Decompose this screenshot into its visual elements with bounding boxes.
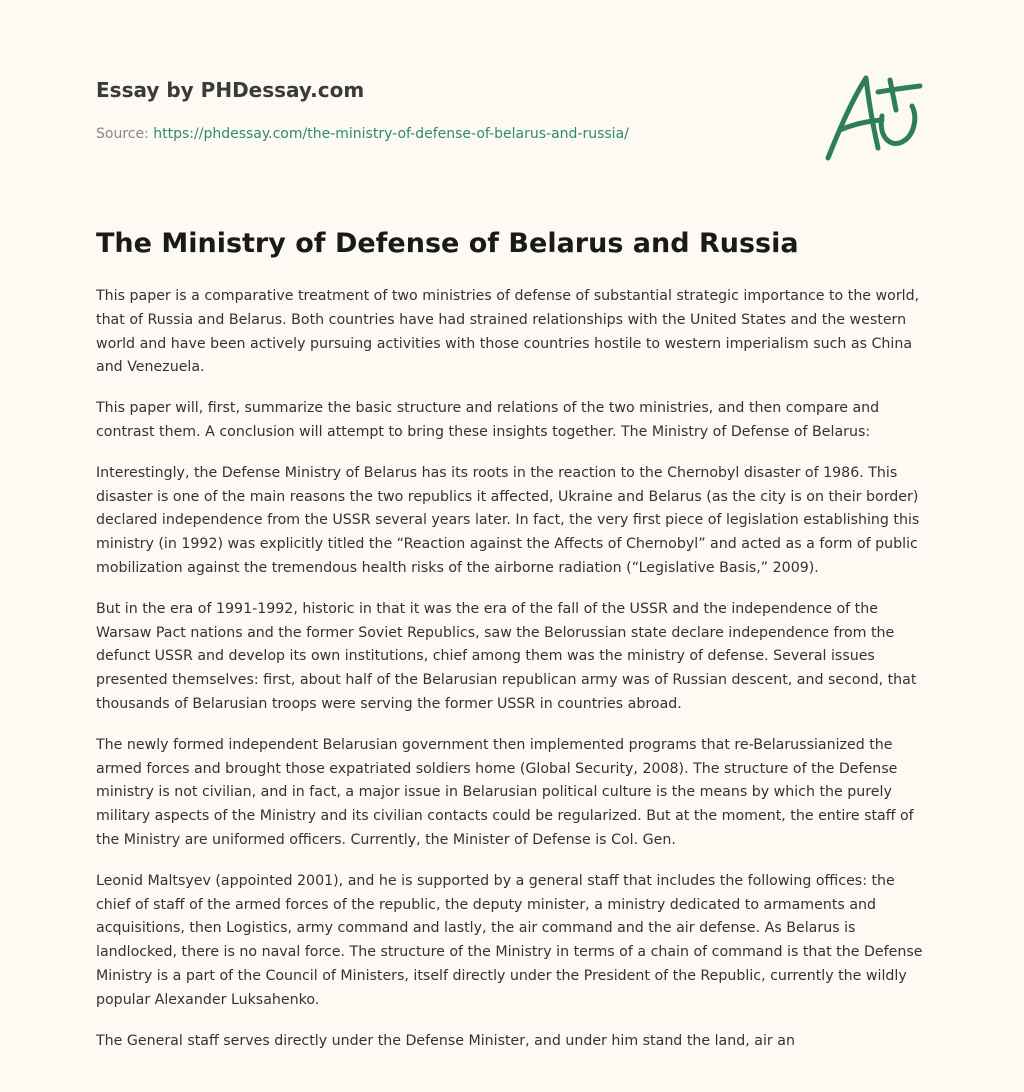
page-header	[96, 76, 916, 144]
paragraph: This paper is a comparative treatment of two ministries of defense of substantial strategic importance to the world, that of Russia and Belarus. Both countries have had strained relationships with the United States and the western world and have been actively pursuing activities with those countries hostile to western imperialism such as China and Venezuela.	[96, 288, 920, 376]
article-title: The Ministry of Defense of Belarus and Russia	[96, 228, 799, 259]
a-plus-grade-icon	[822, 66, 926, 166]
paragraph: Interestingly, the Defense Ministry of Belarus has its roots in the reaction to the Chernobyl disaster of 1986. This disaster is one of the main reasons the two republics it affected, Ukraine and Belarus (as the city is on their border) declared independence from the USSR several years later. In fact, the very first piece of legislation establishing this ministry (in 1992) was explicitly titled the “Reaction against the Affects of Chernobyl” and acted as a form of public mobilization against the tremendous health risks of the airborne radiation (“Legislative Basis,” 2009).	[96, 464, 920, 576]
source-line	[96, 124, 916, 144]
paragraph: This paper will, first, summarize the basic structure and relations of the two ministries, and then compare and contrast them. A conclusion will attempt to bring these insights together. The Ministry of Defense of Belarus:	[96, 400, 880, 440]
paragraph: The newly formed independent Belarusian government then implemented programs that re-Belarussianized the armed forces and brought those expatriated soldiers home (Global Security, 2008). The structure of the Defense ministry is not civilian, and in fact, a major issue in Belarusian political culture is the means by which the purely military aspects of the Ministry and its civilian contacts could be regularized. But at the moment, the entire staff of the Ministry are uniformed officers. Currently, the Minister of Defense is Col. Gen.	[96, 736, 914, 848]
paragraph: But in the era of 1991-1992, historic in that it was the era of the fall of the USSR and the independence of the Warsaw Pact nations and the former Soviet Republics, saw the Belorussian state declare independence from the defunct USSR and develop its own institutions, chief among them was the ministry of defense. Several issues presented themselves: first, about half of the Belarusian republican army was of Russian descent, and second, that thousands of Belarusian troops were serving the former USSR in countries abroad.	[96, 600, 917, 712]
source-link[interactable]: https://phdessay.com/the-ministry-of-defense-of-belarus-and-russia/	[153, 126, 629, 142]
site-brand: Essay by PHDessay.com	[96, 78, 365, 102]
paragraph: Leonid Maltsyev (appointed 2001), and he is supported by a general staff that includes the following offices: the chief of staff of the armed forces of the republic, the deputy minister, a ministry dedicated to armaments and acquisitions, then Logistics, army command and lastly, the air command and the air defense. As Belarus is landlocked, there is no naval force. The structure of the Ministry in terms of a chain of command is that the Defense Ministry is a part of the Council of Ministers, itself directly under the President of the Republic, currently the wildly popular Alexander Luksahenko.	[96, 872, 923, 1008]
article-body	[96, 285, 928, 1070]
source-label: Source:	[96, 126, 154, 142]
paragraph: The General staff serves directly under the Defense Minister, and under him stand the land, air an	[96, 1032, 795, 1049]
